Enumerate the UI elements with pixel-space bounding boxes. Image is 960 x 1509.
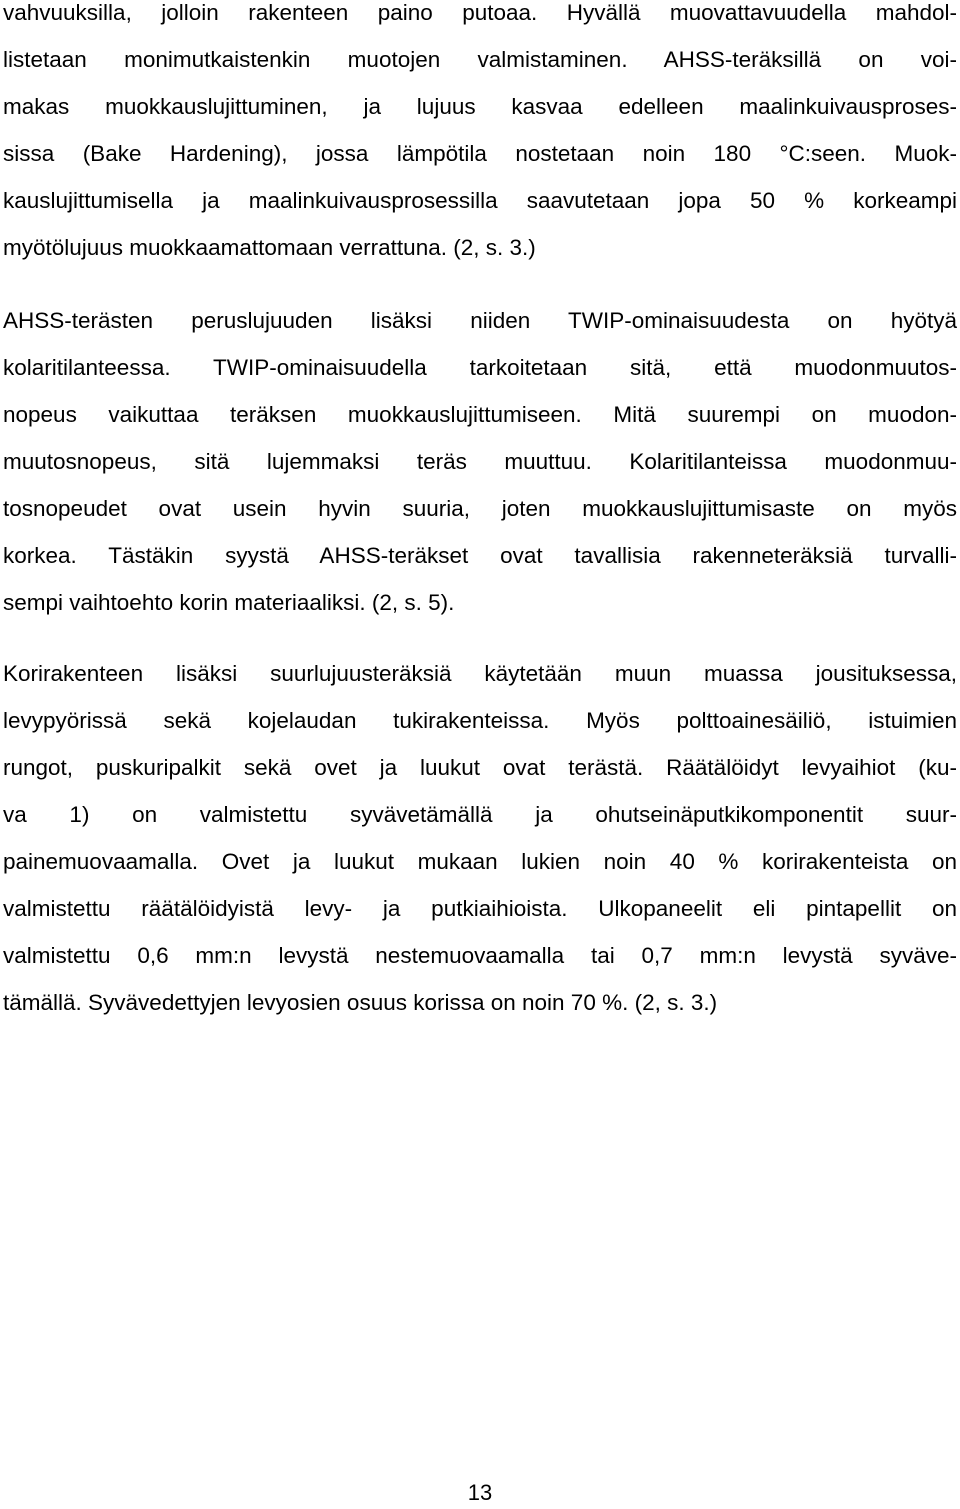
text-line: korkea. Tästäkin syystä AHSS-teräkset ovat tavallisia rakenneteräksiä turvalli-	[3, 543, 957, 568]
text-line: va 1) on valmistettu syvävetämällä ja ohutseinäputkikomponentit suur-	[3, 802, 957, 827]
paragraph-body-structure	[3, 650, 957, 1026]
text-line: kolaritilanteessa. TWIP-ominaisuudella tarkoitetaan sitä, että muodonmuutos-	[3, 355, 957, 380]
text-line: tosnopeudet ovat usein hyvin suuria, joten muokkauslujittumisaste on myös	[3, 496, 957, 521]
text-line: nopeus vaikuttaa teräksen muokkauslujittumiseen. Mitä suurempi on muodon-	[3, 402, 957, 427]
text-line: muutosnopeus, sitä lujemmaksi teräs muuttuu. Kolaritilanteissa muodonmuu-	[3, 449, 957, 474]
text-line: sissa (Bake Hardening), jossa lämpötila nostetaan noin 180 °C:seen. Muok-	[3, 141, 957, 166]
text-line: listetaan monimutkaistenkin muotojen valmistaminen. AHSS-teräksillä on voi-	[3, 47, 957, 72]
paragraph-twip-property	[3, 297, 957, 626]
text-line: kauslujittumisella ja maalinkuivausprosessilla saavutetaan jopa 50 % korkeampi	[3, 188, 957, 213]
text-line: valmistettu räätälöidyistä levy- ja putkiaihioista. Ulkopaneelit eli pintapellit on	[3, 896, 957, 921]
text-line: sempi vaihtoehto korin materiaaliksi. (2, s. 5).	[3, 590, 455, 615]
text-line: rungot, puskuripalkit sekä ovet ja luukut ovat terästä. Räätälöidyt levyaihiot (ku-	[3, 755, 957, 780]
page-number: 13	[467, 1480, 493, 1505]
text-line: painemuovaamalla. Ovet ja luukut mukaan lukien noin 40 % korirakenteista on	[3, 849, 957, 874]
paragraph-ahss-forming	[3, 0, 957, 271]
text-line: Korirakenteen lisäksi suurlujuusteräksiä käytetään muun muassa jousituksessa,	[3, 661, 957, 686]
text-line: vahvuuksilla, jolloin rakenteen paino putoaa. Hyvällä muovattavuudella mahdol-	[3, 0, 957, 25]
text-line: makas muokkauslujittuminen, ja lujuus kasvaa edelleen maalinkuivausproses-	[3, 94, 957, 119]
text-line: tämällä. Syvävedettyjen levyosien osuus korissa on noin 70 %. (2, s. 3.)	[3, 990, 718, 1015]
text-line: valmistettu 0,6 mm:n levystä nestemuovaamalla tai 0,7 mm:n levystä syväve-	[3, 943, 957, 968]
text-line: AHSS-terästen peruslujuuden lisäksi niiden TWIP-ominaisuudesta on hyötyä	[3, 308, 957, 333]
text-line: levypyörissä sekä kojelaudan tukirakenteissa. Myös polttoainesäiliö, istuimien	[3, 708, 957, 733]
text-line: myötölujuus muokkaamattomaan verrattuna. (2, s. 3.)	[3, 235, 536, 260]
